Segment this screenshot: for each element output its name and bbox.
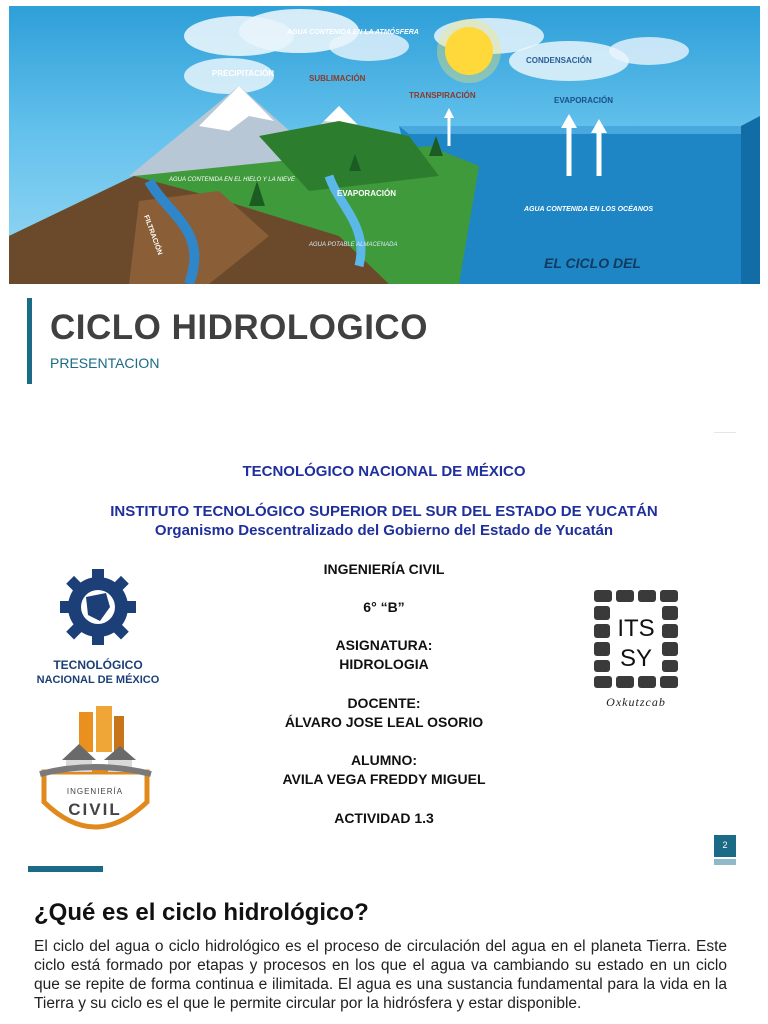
label-transpiracion: TRANSPIRACIÓN [409, 91, 476, 100]
corner-divider [714, 432, 736, 433]
tecnm-logo-line2: NACIONAL DE MÉXICO [36, 674, 160, 686]
subject-value: HIDROLOGIA [339, 656, 429, 672]
label-precipitacion: PRECIPITACIÓN [212, 69, 275, 78]
itssy-logo-town: Oxkutzcab [606, 695, 666, 709]
section-divider [28, 866, 103, 872]
student-label: ALUMNO: [350, 752, 418, 768]
tecnm-heading: TECNOLÓGICO NACIONAL DE MÉXICO [242, 463, 526, 480]
section-paragraph: El ciclo del agua o ciclo hidrológico es el proceso de circulación del agua en el planeta Tierra. Este ciclo está formado por etapas y procesos en los que el agua va cambiando su estado en un ciclo que se repite de forma continua e ilimitada. El agua es una sustancia fundamental para la vida en la Tierra y su ciclo es el que le permite circular por la hidrósfera y estar disponible. [34, 938, 727, 1012]
label-filtracion: FILTRACIÓN [142, 214, 164, 257]
water-cycle-illustration [9, 6, 760, 284]
subject-label: ASIGNATURA: [335, 637, 433, 653]
itssy-logo-top: ITS [617, 615, 655, 642]
label-ciclo: EL CICLO DEL [544, 255, 641, 271]
page-subtitle: PRESENTACION [50, 355, 160, 371]
tecnm-logo [36, 565, 160, 690]
teacher-label: DOCENTE: [347, 695, 421, 711]
label-potable: AGUA POTABLE ALMACENADA [309, 242, 398, 248]
tecnm-logo-line1: TECNOLÓGICO [53, 658, 143, 672]
label-evaporacion-mar: EVAPORACIÓN [554, 96, 613, 105]
itssy-logo-bottom: SY [619, 645, 653, 672]
ingenieria-civil-logo [24, 702, 167, 848]
label-oceanos: AGUA CONTENIDA EN LOS OCÉANOS [524, 206, 653, 213]
group: 6° “B” [363, 599, 405, 615]
page-title: CICLO HIDROLOGICO [50, 308, 428, 347]
itssy-logo [556, 572, 728, 732]
label-agua-atmosfera: AGUA CONTENIDA EN LA ATMÓSFERA [287, 29, 419, 36]
label-evaporacion-tierra: EVAPORACIÓN [337, 189, 396, 198]
section-title: ¿Qué es el ciclo hidrológico? [34, 899, 369, 926]
label-hielo-nieve: AGUA CONTENIDA EN EL HIELO Y LA NIEVE [169, 177, 296, 183]
label-sublimacion: SUBLIMACIÓN [309, 74, 366, 83]
civil-logo-main: CIVIL [68, 800, 122, 819]
title-accent-bar [27, 298, 32, 384]
itssy-heading: INSTITUTO TECNOLÓGICO SUPERIOR DEL SUR DEL ESTADO DE YUCATÁN [110, 503, 658, 520]
student-value: AVILA VEGA FREDDY MIGUEL [282, 771, 486, 787]
activity: ACTIVIDAD 1.3 [334, 810, 434, 826]
page-number-underline [714, 859, 736, 865]
organismo-heading: Organismo Descentralizado del Gobierno del Estado de Yucatán [154, 522, 614, 539]
label-condensacion: CONDENSACIÓN [526, 56, 592, 65]
page-number: 2 [714, 835, 736, 857]
civil-logo-top: INGENIERÍA [66, 787, 124, 796]
teacher-value: ÁLVARO JOSE LEAL OSORIO [284, 714, 484, 730]
career: INGENIERÍA CIVIL [323, 561, 445, 577]
